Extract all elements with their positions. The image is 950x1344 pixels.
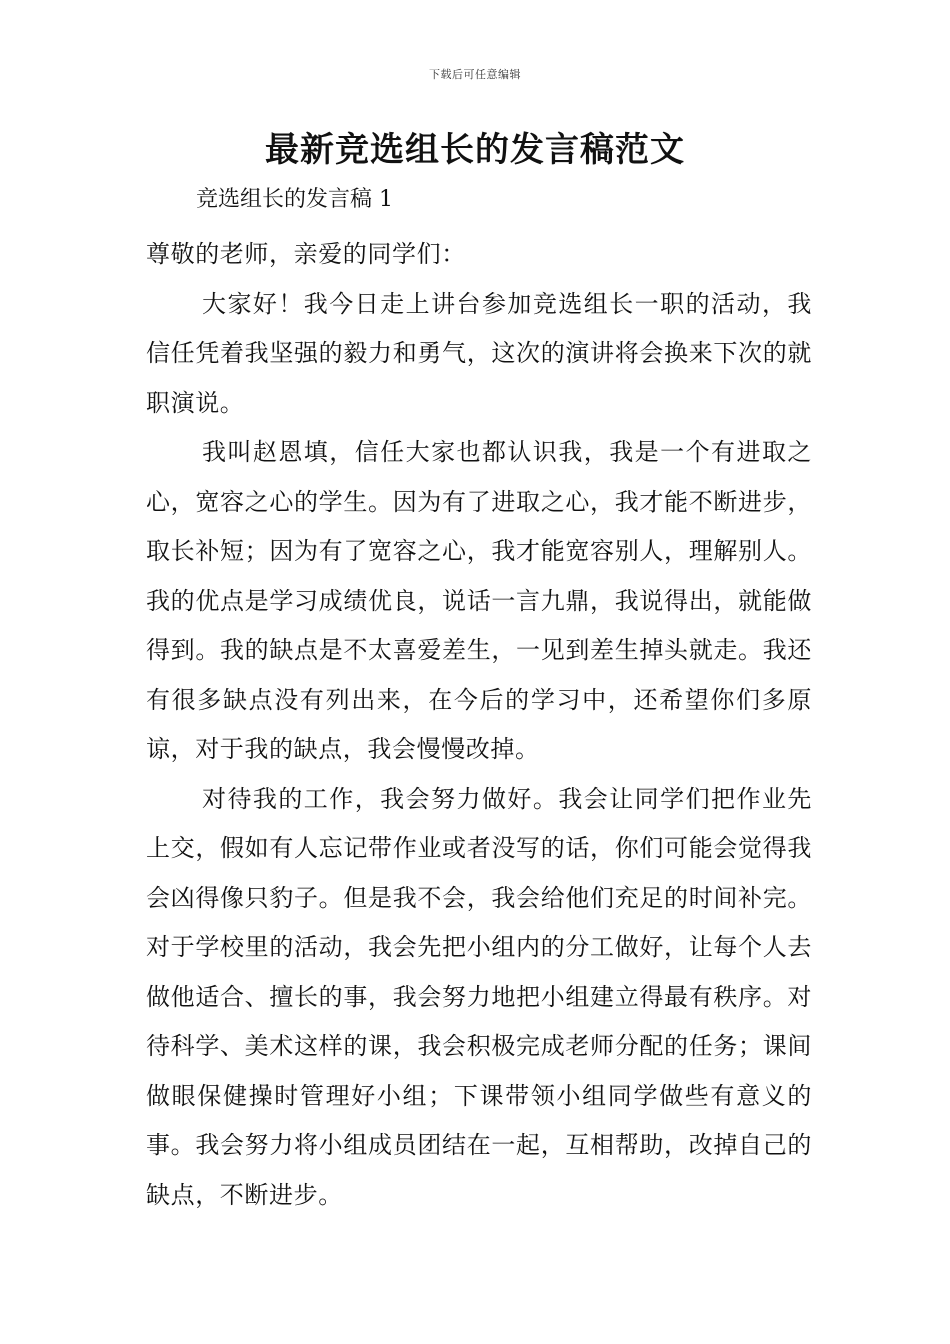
section-subtitle: 竞选组长的发言稿 1 — [196, 187, 393, 212]
paragraph-3: 对待我的工作，我会努力做好。我会让同学们把作业先上交，假如有人忘记带作业或者没写的话，你们可能会觉得我会凶得像只豹子。但是我不会，我会给他们充足的时间补完。对于学校里的活动，我会先把小组内的分工做好，让每个人去做他适合、擅长的事，我会努力地把小组建立得最有秩序。对待科学、美术这样的课，我会积极完成老师分配的任务；课间做眼保健操时管理好小组；下课带领小组同学做些有意义的事。我会努力将小组成员团结在一起，互相帮助，改掉自己的缺点，不断进步。 — [146, 784, 812, 1209]
salutation: 尊敬的老师，亲爱的同学们： — [146, 240, 466, 268]
paragraph-1: 大家好！我今日走上讲台参加竞选组长一职的活动，我信任凭着我坚强的毅力和勇气，这次的演讲将会换来下次的就职演说。 — [146, 289, 812, 417]
body-text — [146, 230, 812, 1220]
document-title: 最新竞选组长的发言稿范文 — [265, 130, 685, 170]
paragraph-2: 我叫赵恩填，信任大家也都认识我，我是一个有进取之心，宽容之心的学生。因为有了进取之心，我才能不断进步，取长补短；因为有了宽容之心，我才能宽容别人，理解别人。我的优点是学习成绩优良，说话一言九鼎，我说得出，就能做得到。我的缺点是不太喜爱差生，一见到差生掉头就走。我还有很多缺点没有列出来，在今后的学习中，还希望你们多原谅，对于我的缺点，我会慢慢改掉。 — [146, 438, 812, 763]
header-note: 下载后可任意编辑 — [429, 68, 521, 81]
